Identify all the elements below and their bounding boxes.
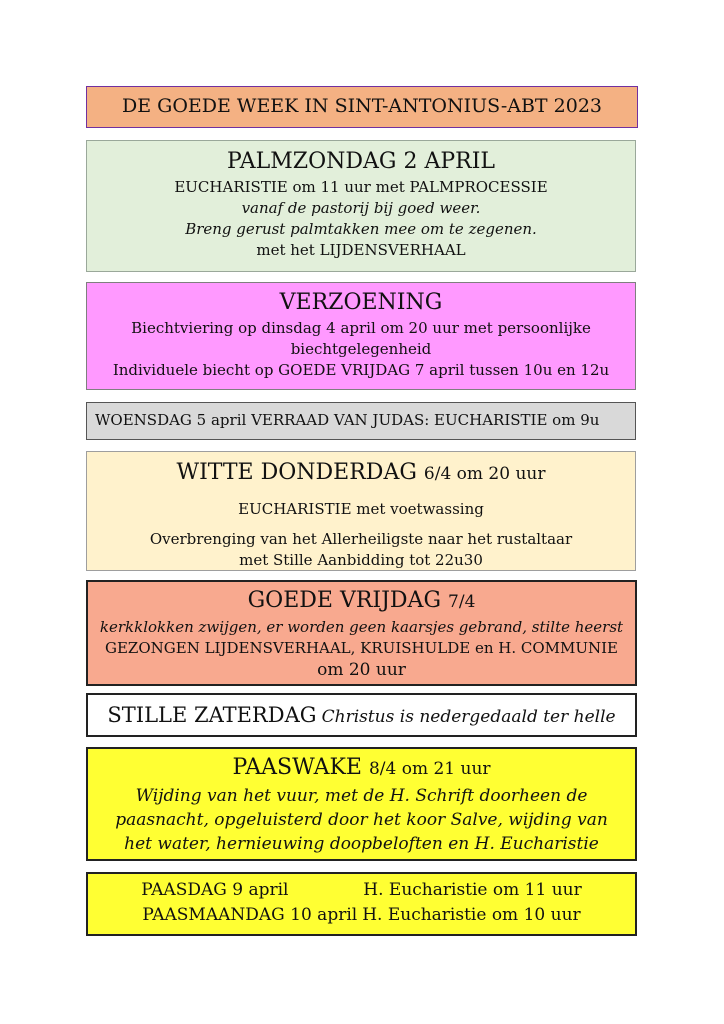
palmzondag-line1: EUCHARISTIE om 11 uur met PALMPROCESSIE xyxy=(174,178,548,196)
palmzondag-section xyxy=(86,140,636,272)
paasdag-event: H. Eucharistie om 11 uur xyxy=(363,880,582,900)
witte-donderdag-time: 6/4 om 20 uur xyxy=(423,464,546,484)
witte-donderdag-line1: EUCHARISTIE met voetwassing xyxy=(238,500,484,518)
stille-zaterdag-section xyxy=(86,693,637,737)
paaswake-heading: PAASWAKE xyxy=(232,755,362,780)
witte-donderdag-line3: met Stille Aanbidding tot 22u30 xyxy=(239,551,483,569)
stille-zaterdag-heading: STILLE ZATERDAG xyxy=(107,703,317,727)
paasdagen-section xyxy=(86,872,637,936)
goede-vrijdag-section xyxy=(86,580,637,686)
stille-zaterdag-text: Christus is nedergedaald ter helle xyxy=(321,707,616,727)
paaswake-line3: het water, hernieuwing doopbeloften en H. Eucharistie xyxy=(124,834,599,854)
verzoening-line1: Biechtviering op dinsdag 4 april om 20 uur met persoonlijke xyxy=(131,319,591,337)
palmzondag-heading: PALMZONDAG 2 APRIL xyxy=(226,149,496,174)
goede-vrijdag-date: 7/4 xyxy=(448,592,476,612)
paasmaandag-row xyxy=(88,903,635,928)
verzoening-line3: Individuele biecht op GOEDE VRIJDAG 7 april tussen 10u en 12u xyxy=(112,361,610,379)
paaswake-heading-row xyxy=(88,753,635,784)
woensdag-section xyxy=(86,402,636,440)
witte-donderdag-heading-row xyxy=(87,457,635,490)
palmzondag-line2: vanaf de pastorij bij goed weer. xyxy=(241,199,481,217)
verzoening-heading: VERZOENING xyxy=(279,290,443,315)
paasdag-day: PAASDAG 9 april xyxy=(141,880,289,900)
paaswake-time: 8/4 om 21 uur xyxy=(368,759,491,779)
page-title xyxy=(86,86,638,128)
verzoening-line2: biechtgelegenheid xyxy=(290,340,432,358)
goede-vrijdag-line1: kerkklokken zwijgen, er worden geen kaarsjes gebrand, stilte heerst xyxy=(99,618,624,636)
verzoening-section xyxy=(86,282,636,390)
goede-vrijdag-line2: GEZONGEN LIJDENSVERHAAL, KRUISHULDE en H. COMMUNIE xyxy=(104,639,619,657)
woensdag-text: WOENSDAG 5 april VERRAAD VAN JUDAS: EUCHARISTIE om 9u xyxy=(95,411,600,429)
paaswake-line1: Wijding van het vuur, met de H. Schrift doorheen de xyxy=(135,786,588,806)
paasmaandag-day: PAASMAANDAG 10 april xyxy=(142,905,358,925)
paaswake-section xyxy=(86,747,637,861)
paaswake-line2: paasnacht, opgeluisterd door het koor Salve, wijding van xyxy=(115,810,608,830)
palmzondag-line3: Breng gerust palmtakken mee om te zegenen. xyxy=(185,220,537,238)
witte-donderdag-heading: WITTE DONDERDAG xyxy=(176,460,417,485)
paasmaandag-event: H. Eucharistie om 10 uur xyxy=(362,905,581,925)
paasdag-row xyxy=(88,878,635,903)
goede-vrijdag-heading: GOEDE VRIJDAG xyxy=(247,588,442,613)
witte-donderdag-section xyxy=(86,451,636,571)
witte-donderdag-line2: Overbrenging van het Allerheiligste naar het rustaltaar xyxy=(149,530,573,548)
goede-vrijdag-line3: om 20 uur xyxy=(317,660,406,680)
goede-vrijdag-heading-row xyxy=(88,586,635,617)
spacer xyxy=(87,520,635,529)
palmzondag-line4: met het LIJDENSVERHAAL xyxy=(256,241,466,259)
title-text: DE GOEDE WEEK IN SINT-ANTONIUS-ABT 2023 xyxy=(122,95,602,117)
spacer xyxy=(87,490,635,499)
